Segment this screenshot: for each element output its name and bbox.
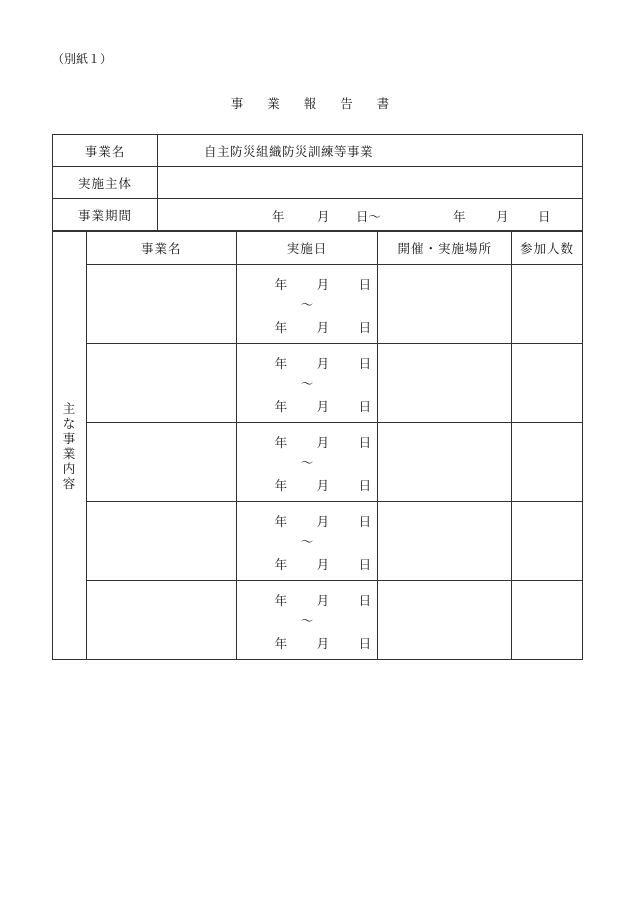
document-title: 事 業 報 告 書 (230, 96, 400, 111)
implementer-row (53, 167, 583, 199)
period-month-end: 月 (496, 209, 509, 224)
period-day-start: 日〜 (356, 209, 382, 224)
project-name-label: 事業名 (53, 135, 158, 167)
activity-venue-cell[interactable] (378, 265, 512, 344)
activity-name-cell[interactable] (86, 344, 236, 423)
activities-table (52, 231, 583, 660)
activity-venue-cell[interactable] (378, 423, 512, 502)
activity-name-cell[interactable] (86, 265, 236, 344)
activity-date-cell[interactable]: 年 月 日 〜 年 月 日 (236, 423, 378, 502)
column-header-venue: 開催・実施場所 (378, 232, 512, 265)
table-row (53, 581, 583, 660)
table-row (53, 265, 583, 344)
column-header-date: 実施日 (236, 232, 378, 265)
activity-date-cell[interactable]: 年 月 日 〜 年 月 日 (236, 502, 378, 581)
activity-venue-cell[interactable] (378, 581, 512, 660)
project-name-value[interactable]: 自主防災組織防災訓練等事業 (158, 135, 583, 167)
period-year-end: 年 (453, 209, 466, 224)
table-row (53, 344, 583, 423)
activity-date-cell[interactable]: 年 月 日 〜 年 月 日 (236, 344, 378, 423)
table-row (53, 502, 583, 581)
summary-table (52, 134, 583, 231)
activity-name-cell[interactable] (86, 423, 236, 502)
activity-date-cell[interactable]: 年 月 日 〜 年 月 日 (236, 581, 378, 660)
activity-participants-cell[interactable] (512, 344, 583, 423)
activity-name-cell[interactable] (86, 581, 236, 660)
activities-header-row (53, 232, 583, 265)
activity-venue-cell[interactable] (378, 344, 512, 423)
period-value[interactable] (158, 199, 583, 231)
main-activities-label: 主 な 事 業 内 容 (53, 232, 87, 660)
activity-participants-cell[interactable] (512, 581, 583, 660)
period-label: 事業期間 (53, 199, 158, 231)
period-month-start: 月 (317, 209, 330, 224)
activity-participants-cell[interactable] (512, 265, 583, 344)
activity-participants-cell[interactable] (512, 502, 583, 581)
column-header-participants: 参加人数 (512, 232, 583, 265)
activity-venue-cell[interactable] (378, 502, 512, 581)
project-name-row (53, 135, 583, 167)
table-row (53, 423, 583, 502)
activity-name-cell[interactable] (86, 502, 236, 581)
period-year-start: 年 (272, 209, 285, 224)
annex-label: （別紙１） (52, 52, 113, 66)
period-day-end: 日 (538, 209, 551, 224)
implementer-value[interactable] (158, 167, 583, 199)
activity-participants-cell[interactable] (512, 423, 583, 502)
implementer-label: 実施主体 (53, 167, 158, 199)
activity-date-cell[interactable]: 年 月 日 〜 年 月 日 (236, 265, 378, 344)
column-header-name: 事業名 (86, 232, 236, 265)
period-row (53, 199, 583, 231)
